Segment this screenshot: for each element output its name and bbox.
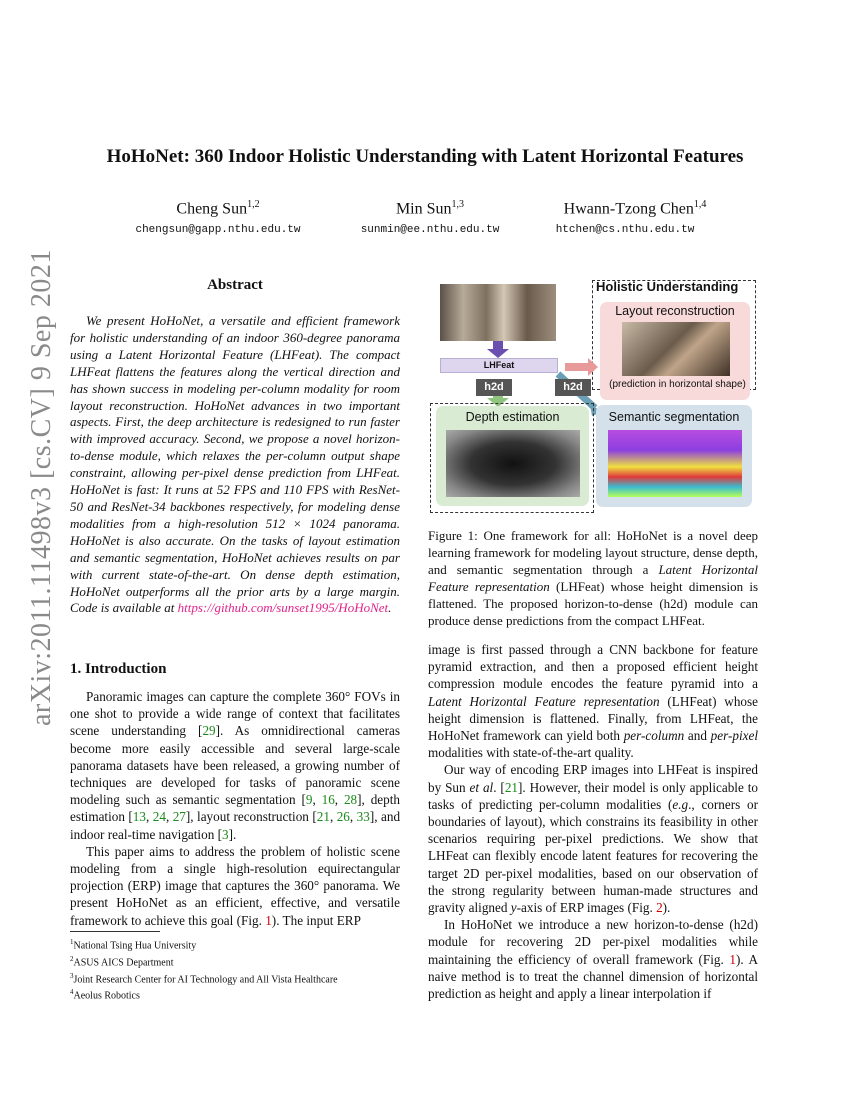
paper-title: HoHoNet: 360 Indoor Holistic Understanding with Latent Horizontal Features (106, 146, 744, 167)
layout-note: (prediction in horizontal shape) (609, 379, 746, 390)
down-arrow-icon (487, 341, 509, 358)
citation-link[interactable]: 27 (172, 809, 186, 825)
lhfeat-bar: LHFeat (440, 358, 558, 373)
citation-link[interactable]: 21 (504, 779, 519, 795)
footnotes (70, 936, 400, 1003)
citation-link[interactable]: 16 (321, 792, 335, 808)
holistic-title: Holistic Understanding (596, 279, 739, 294)
email-1: chengsun@gapp.nthu.edu.tw (135, 224, 301, 236)
citation-link[interactable]: 24 (152, 809, 166, 825)
depth-title: Depth estimation (465, 410, 560, 424)
layout-title: Layout reconstruction (615, 304, 735, 318)
depth-image (446, 430, 580, 497)
author-1: Cheng Sun$^{1,2}$ (176, 199, 260, 218)
footnote-4: $^4$Aeolus Robotics (70, 988, 140, 1002)
citation-link[interactable]: 13 (132, 809, 146, 825)
semantic-title: Semantic segmentation (608, 410, 740, 424)
footnote-1: $^1$National Tsing Hua University (70, 938, 197, 952)
citation-link[interactable]: 29 (202, 723, 216, 739)
intro-paragraph-1: Panoramic images can capture the complete 360° FOVs in one shot to provide a wide range of context that facilitates scene understanding [29]. As omnidirectional cameras become more easily accessible and several large-scale panorama datasets have been released, a growing number of techniques are developed for tasks of panoramic scene modeling such as semantic segmentation [9, 16, 28], depth estimation [13, 24, 27], layout reconstruction [21, 26, 33], and indoor real-time navigation [3]. (70, 689, 401, 842)
right-paragraph-3: In HoHoNet we introduce a new horizon-to-dense (h2d) module for recovering 2D per-pixel modalities while maintaining the efficiency of overall framework (Fig. 1). A naive method is to treat the channel dimension of horizontal prediction as height and apply a linear interpolation if (428, 917, 758, 1002)
semantic-image (608, 430, 742, 497)
abstract-heading: Abstract (207, 277, 263, 293)
intro-paragraph-2: This paper aims to address the problem of holistic scene modeling from a single high-resolution equirectangular projection (ERP) image that captures the 360° panorama. We present HoHoNet as an efficient, effective, and versatile framework to achieve this goal (Fig. 1). The input ERP (70, 843, 400, 928)
right-column-text (428, 641, 758, 1002)
footnote-3: $^3$Joint Research Center for AI Technology and All Vista Healthcare (70, 971, 338, 985)
right-paragraph-1: image is first passed through a CNN backbone for feature pyramid extraction, and then a proposed efficient height compression module encodes the feature pyramid into a Latent Horizontal Feature representation (LHFeat) whose height dimension is flattened. Finally, from LHFeat, the HoHoNet framework can yield both per-column and per-pixel modalities with state-of-the-art quality. (428, 642, 758, 761)
intro-text (70, 688, 400, 929)
h2d-label-right: h2d (555, 379, 591, 396)
right-arrow-icon (565, 358, 598, 376)
arxiv-identifier: arXiv:2011.11498v3 [cs.CV] 9 Sep 2021 (26, 249, 57, 726)
figure-ref-link[interactable]: 1 (265, 912, 272, 928)
figure-ref-link[interactable]: 2 (656, 900, 663, 916)
author-2: Min Sun$^{1,3}$ (395, 199, 465, 218)
code-link[interactable]: https://github.com/sunset1995/HoHoNet (177, 600, 389, 616)
citation-link[interactable]: 28 (343, 792, 358, 808)
abstract-text: We present HoHoNet, a versatile and efficient framework for holistic understanding of an indoor 360-degree panorama using a Latent Horizontal Feature (LHFeat). The compact LHFeat flattens the features along the vertical direction and has shown success in modeling per-column modality for room layout reconstruction. HoHoNet advances in two important aspects. First, the deep architecture is redesigned to run faster with improved accuracy. Second, we propose a novel horizon-to-dense module, which relaxes the per-column output shape constraint, allowing per-pixel dense prediction from LHFeat. HoHoNet is fast: It runs at 52 FPS and 110 FPS with ResNet-50 and ResNet-34 backbones respectively, for modeling dense modalities from a high-resolution 512 × 1024 panorama. HoHoNet is also accurate. On the tasks of layout estimation and semantic segmentation, HoHoNet achieves results on par with current state-of-the-art. On dense depth estimation, HoHoNet outperforms all the prior arts by a large margin. Code is available at https://github.com/sunset1995/HoHoNet. (70, 313, 400, 616)
citation-link[interactable]: 9 (305, 792, 313, 808)
author-3: Hwann-Tzong Chen$^{1,4}$ (563, 199, 707, 218)
h2d-label-left: h2d (476, 379, 512, 396)
footnote-rule (70, 931, 160, 932)
figure-ref-link[interactable]: 1 (729, 951, 736, 967)
figure-caption: Figure 1: One framework for all: HoHoNet is a novel deep learning framework for modeling layout structure, dense depth, and semantic segmentation through a Latent Horizontal Feature representation (LHFeat) whose height dimension is flattened. The proposed horizon-to-dense (h2d) module can produce dense predictions from the compact LHFeat. (428, 528, 759, 628)
citation-link[interactable]: 3 (221, 826, 229, 842)
citation-link[interactable]: 26 (336, 809, 350, 825)
citation-link[interactable]: 21 (316, 809, 330, 825)
email-2: sunmin@ee.nthu.edu.tw (360, 224, 500, 236)
figure-1 (430, 278, 760, 513)
section-heading: 1. Introduction (70, 661, 167, 677)
right-paragraph-2: Our way of encoding ERP images into LHFeat is inspired by Sun et al. [21]. However, their model is only applicable to tasks of predicting per-column modalities (e.g., corners or boundaries of layout), which constrains its feasibility in other scenarios requiring per-pixel predictions. We show that LHFeat can flexibly encode latent features for recovering the target 2D per-pixel modalities, based on our observation of the strong regularity between human-made structures and gravity aligned y-axis of ERP images (Fig. 2). (428, 762, 758, 916)
email-3: htchen@cs.nthu.edu.tw (555, 224, 695, 236)
citation-link[interactable]: 33 (356, 809, 370, 825)
footnote-2: $^2$ASUS AICS Department (70, 954, 174, 969)
